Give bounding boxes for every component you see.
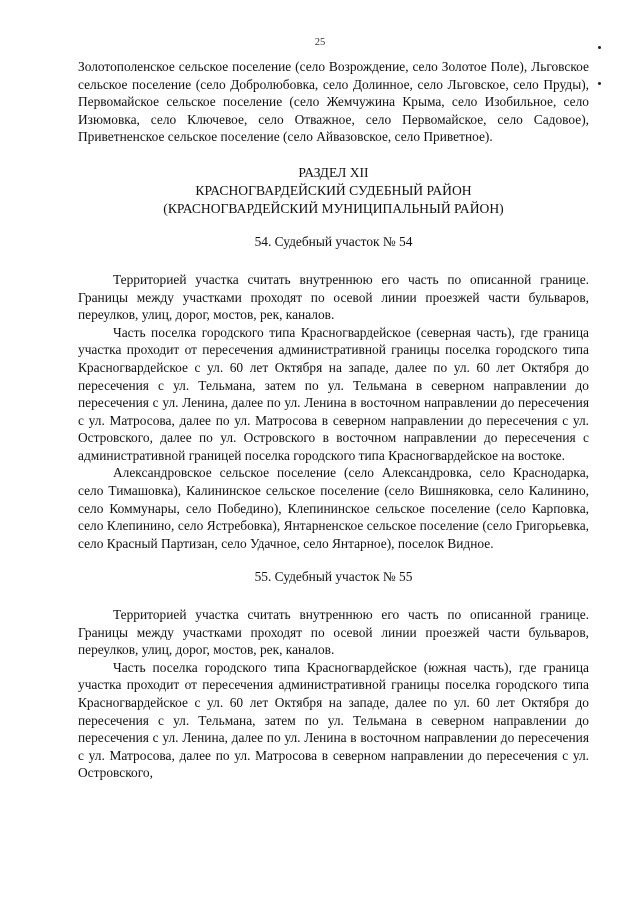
section-number: РАЗДЕЛ XII [298,164,369,180]
scan-dot [598,82,601,85]
page-number: 25 [314,37,326,48]
district-55-paragraph: Часть поселка городского типа Красногвардейское (южная часть), где граница участка проходит от пересечения административной границы поселка городского типа Красногвардейское с ул. 60 лет Октября на западе, далее по ул. 60 лет Октября до пересечения с ул. Тельмана, затем по ул. Тельмана в северном направлении до пересечения с ул. Ленина, далее по ул. Ленина в восточном направлении до пересечения с ул. Матросова, далее по ул. Матросова в северном направлении до пересечения с ул. Островского, [78,659,589,781]
document-body [78,58,589,782]
district-54-paragraph: Территорией участка считать внутреннюю его часть по описанной границе. Границы между участками проходят по осевой линии проезжей части бульваров, переулков, улиц, дорог, мостов, рек, каналов. [78,271,589,323]
scan-dot [598,46,601,49]
intro-paragraph: Золотополенское сельское поселение (село Возрождение, село Золотое Поле), Льговское сельское поселение (село Добролюбовка, село Долинное, село Льговское, село Пруды), Первомайское сельское поселение (село Жемчужина Крыма, село Изобильное, село Изюмовка, село Ключевое, село Отважное, село Первомайское, село Садовое), Приветненское сельское поселение (село Айвазовское, село Приветное). [78,59,589,145]
district-55-heading: 55. Судебный участок № 55 [254,569,413,585]
district-54-paragraph: Александровское сельское поселение (село Александровка, село Краснодарка, село Тимашовка), Калининское сельское поселение (село Вишняковка, село Калинино, село Коммунары, село Победино), Клепининское сельское поселение (село Карповка, село Клепинино, село Ястребовка), Янтарненское сельское поселение (село Григорьевка, село Красный Партизан, село Удачное, село Янтарное), поселок Видное. [78,465,589,551]
section-subtitle: (КРАСНОГВАРДЕЙСКИЙ МУНИЦИПАЛЬНЫЙ РАЙОН) [163,200,504,216]
section-title: КРАСНОГВАРДЕЙСКИЙ СУДЕБНЫЙ РАЙОН [195,182,472,198]
district-55-paragraph: Территорией участка считать внутреннюю его часть по описанной границе. Границы между участками проходят по осевой линии проезжей части бульваров, переулков, улиц, дорог, мостов, рек, каналов. [78,607,589,658]
section-heading [78,164,589,217]
district-54-paragraph: Часть поселка городского типа Красногвардейское (северная часть), где граница участка проходит от пересечения административной границы поселка городского типа Красногвардейское с ул. 60 лет Октября на западе, далее по ул. 60 лет Октября до пересечения с ул. Тельмана, затем по ул. Тельмана в северном направлении до пересечения с ул. Ленина, далее по ул. Ленина в восточном направлении до пересечения с ул. Матросова, далее по ул. Матросова в северном направлении до пересечения с ул. Островского, далее по ул. Островского в восточном направлении до пересечения с административной границей поселка городского типа Красногвардейское на востоке. [78,324,589,463]
district-54-heading: 54. Судебный участок № 54 [254,234,413,250]
